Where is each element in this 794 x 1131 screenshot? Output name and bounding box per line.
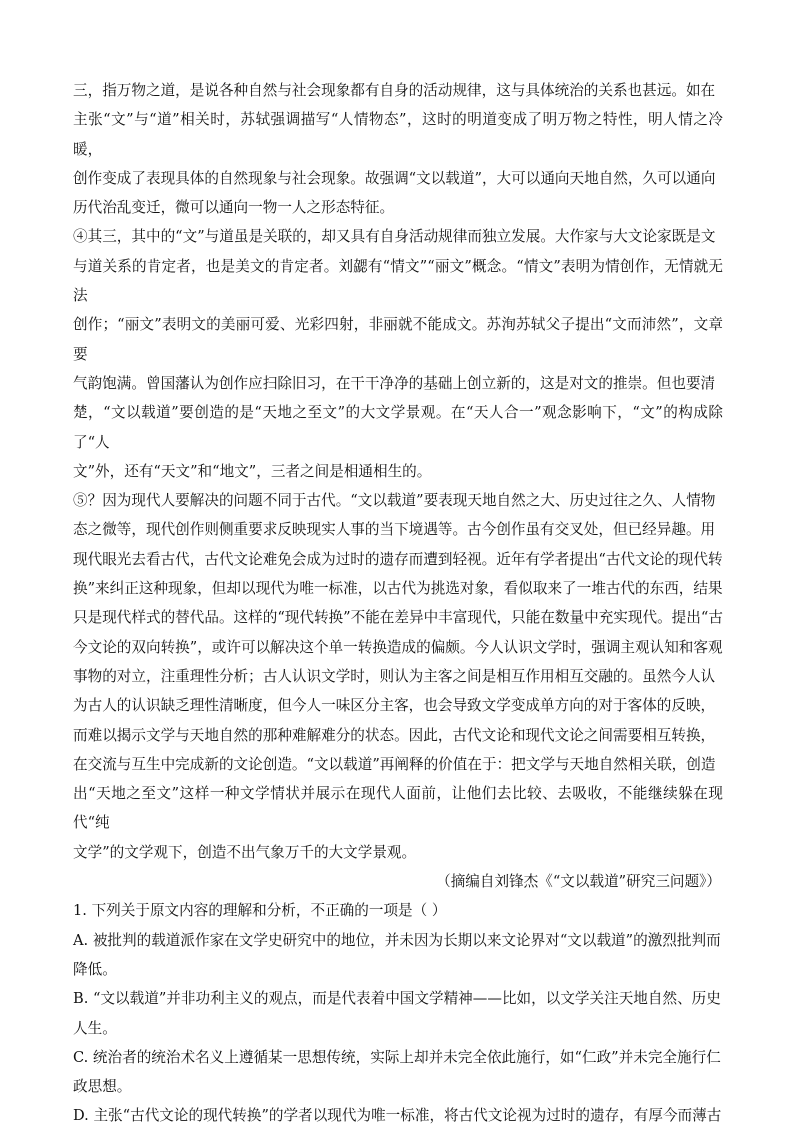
paragraph-4: ④其三，其中的“文”与道虽是关联的，却又具有自身活动规律而独立发展。大作家与大文论家既是文 与道关系的肯定者，也是美文的肯定者。刘勰有“情文”“丽文”概念。“情文”表明为情创作，无情就无法 创作；“丽文”表明文的美丽可爱、光彩四射，非丽就不能成文。苏洵苏轼父子提出“文而沛然”，文章要 气韵饱满。曾国藩认为创作应扫除旧习，在干干净净的基础上创立新的，这是对文的推崇。但也要清 楚，“文以载道”要创造的是“天地之至文”的大文学景观。在“天人合一”观念影响下，“文”的构成除了“人 文”外，还有“天文”和“地文”，三者之间是相通相生的。 [73,228,723,480]
document-page [73,76,723,1131]
paragraph-3-continued: 三，指万物之道，是说各种自然与社会现象都有自身的活动规律，这与具体统治的关系也甚远。如在 主张“文”与“道”相关时，苏轼强调描写“人情物态”，这时的明道变成了明万物之特性，明人情之冷暖， 创作变成了表现具体的自然现象与社会现象。故强调“文以载道”，大可以通向天地自然，久可以通向 历代治乱变迁，微可以通向一物一人之形态特征。 [73,82,723,217]
question-1 [73,896,723,1130]
option-c: C. 统治者的统治术名义上遵循某一思想传统，实际上却并未完全依此施行，如“仁政”并未完全施行仁 政思想。 [73,1048,721,1096]
question-stem: 1. 下列关于原文内容的理解和分析，不正确的一项是（ ） [73,902,447,920]
option-d: D. 主张“古代文论的现代转换”的学者以现代为唯一标准，将古代文论视为过时的遗存，有厚今而薄古 [73,1107,722,1125]
source-citation: （摘编自刘锋杰《“文以载道”研究三问题》） [436,873,721,891]
option-a: A. 被批判的载道派作家在文学史研究中的地位，并未因为长期以来文论界对“文以载道”的激烈批判而 降低。 [73,931,721,978]
option-b: B. “文以载道”并非功利主义的观点，而是代表着中国文学精神——比如，以文学关注天地自然、历史 人生。 [73,990,721,1037]
paragraph-5: ⑤？因为现代人要解决的问题不同于古代。“文以载道”要表现天地自然之大、历史过往之久、人情物 态之微等，现代创作则侧重要求反映现实人事的当下境遇等。古今创作虽有交叉处，但已经异趣。用 现代眼光去看古代，古代文论难免会成为过时的遗存而遭到轻视。近年有学者提出“古代文论的现代转 换”来纠正这种现象，但却以现代为唯一标准，以古代为挑选对象，看似取来了一堆古代的东西，结果 只是现代样式的替代品。这样的“现代转换”不能在差异中丰富现代，只能在数量中充实现代。提出“古 今文论的双向转换”，或许可以解决这个单一转换造成的偏颇。今人认识文学时，强调主观认知和客观 事物的对立，注重理性分析；古人认识文学时，则认为主客之间是相互作用相互交融的。虽然今人认 为古人的认识缺乏理性清晰度，但今人一味区分主客，也会导致文学变成单方向的对于客体的反映， 而难以揭示文学与天地自然的那种难解难分的状态。因此，古代文论和现代文论之间需要相互转换， 在交流与互生中完成新的文论创造。“文以载道”再阐释的价值在于：把文学与天地自然相关联，创造 出“天地之至文”这样一种文学情状并展示在现代人面前，让他们去比较、去吸收，不能继续躲在现代“纯 文学”的文学观下，创造不出气象万千的大文学景观。 [73,492,723,861]
